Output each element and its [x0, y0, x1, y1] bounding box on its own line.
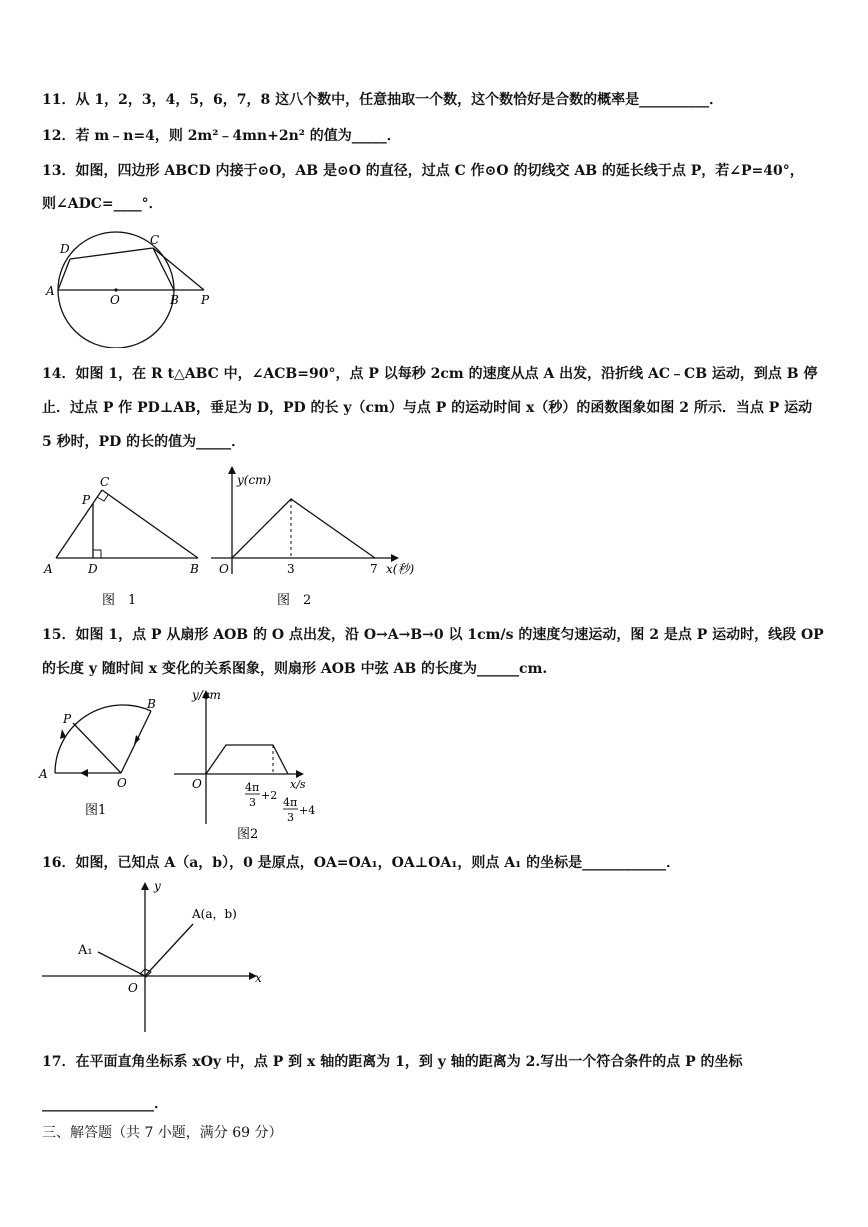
- question-14-line-2: 止．过点 P 作 PD⊥AB，垂足为 D，PD 的长 y（cm）与点 P 的运动时间 x（秒）的函数图象如图 2 所示．当点 P 运动: [42, 400, 813, 416]
- label-o: O: [117, 776, 127, 790]
- figure-15-2: [170, 684, 335, 844]
- section-3-heading: 三、解答题（共 7 小题，满分 69 分）: [42, 1125, 283, 1141]
- question-14-line-1: 14．如图 1，在 R t△ABC 中，∠ACB=90°，点 P 以每秒 2cm 的速度从点 A 出发，沿折线 AC﹣CB 运动，到点 B 停: [42, 366, 818, 382]
- tick-2-denominator: 3: [287, 811, 294, 824]
- tick-1-suffix: +2: [261, 789, 278, 802]
- label-c: C: [100, 475, 110, 489]
- x-axis-label: x: [255, 971, 262, 985]
- label-a: A(a，b): [192, 907, 237, 921]
- figure-13: [40, 228, 230, 348]
- question-17: 17．在平面直角坐标系 xOy 中，点 P 到 x 轴的距离为 1，到 y 轴的距离为 2.写出一个符合条件的点 P 的坐标: [42, 1054, 743, 1070]
- caption-figure-2: 图 2: [277, 593, 312, 608]
- caption-figure-1: 图1: [85, 803, 107, 818]
- question-14-line-3: 5 秒时，PD 的长的值为_____．: [42, 434, 246, 450]
- question-12: 12．若 m﹣n=4，则 2m²﹣4mn+2n² 的值为_____．: [42, 128, 401, 144]
- question-11: 11．从 1，2，3，4，5，6，7，8 这八个数中，任意抽取一个数，这个数恰好是合数的概率是__________．: [42, 92, 724, 108]
- label-c: C: [150, 233, 160, 247]
- x-axis-label: x/s: [290, 778, 306, 791]
- tick-1-numerator: 4π: [245, 781, 260, 794]
- label-a: A: [46, 284, 55, 298]
- origin-label: O: [219, 562, 229, 576]
- question-15-line-1: 15．如图 1，点 P 从扇形 AOB 的 O 点出发，沿 O→A→B→0 以 1cm/s 的速度匀速运动，图 2 是点 P 运动时，线段 OP: [42, 627, 824, 643]
- tick-1-denominator: 3: [249, 796, 256, 809]
- label-p: P: [201, 293, 210, 307]
- label-b: B: [190, 562, 199, 576]
- caption-figure-2: 图2: [237, 827, 259, 842]
- question-17-answer-blank: ________________．: [42, 1096, 168, 1112]
- question-13-line-1: 13．如图，四边形 ABCD 内接于⊙O，AB 是⊙O 的直径，过点 C 作⊙O 的切线交 AB 的延长线于点 P，若∠P=40°，: [42, 163, 804, 179]
- question-15-line-2: 的长度 y 随时间 x 变化的关系图象，则扇形 AOB 中弦 AB 的长度为______cm.: [42, 661, 548, 677]
- figure-14-2: [205, 462, 430, 610]
- label-p: P: [82, 493, 91, 507]
- label-a1: A₁: [78, 943, 93, 958]
- tick-2-suffix: +4: [299, 804, 316, 817]
- question-13-line-2: 则∠ADC=____°．: [42, 196, 163, 212]
- label-b: B: [170, 293, 179, 307]
- y-axis-label: y/cm: [192, 688, 221, 702]
- y-axis-label: y: [154, 879, 161, 893]
- label-p: P: [63, 712, 72, 726]
- tick-2-numerator: 4π: [283, 796, 298, 809]
- label-d: D: [88, 562, 98, 576]
- question-16: 16．如图，已知点 A（a，b），0 是原点，OA=OA₁，OA⊥OA₁，则点 A₁ 的坐标是____________．: [42, 855, 681, 871]
- origin-label: O: [128, 981, 138, 995]
- tick-3: 3: [287, 562, 295, 576]
- figure-15-1: [35, 692, 175, 824]
- label-d: D: [60, 242, 70, 256]
- y-axis-label: y(cm): [237, 473, 272, 487]
- origin-label: O: [192, 777, 202, 791]
- tick-7: 7: [370, 562, 378, 576]
- figure-14-1: [40, 470, 215, 610]
- label-b: B: [147, 697, 156, 711]
- label-o: O: [110, 293, 120, 307]
- figure-16: [38, 874, 273, 1036]
- x-axis-label: x(秒): [386, 562, 415, 576]
- label-a: A: [44, 562, 53, 576]
- caption-figure-1: 图 1: [102, 593, 137, 608]
- label-a: A: [39, 767, 48, 781]
